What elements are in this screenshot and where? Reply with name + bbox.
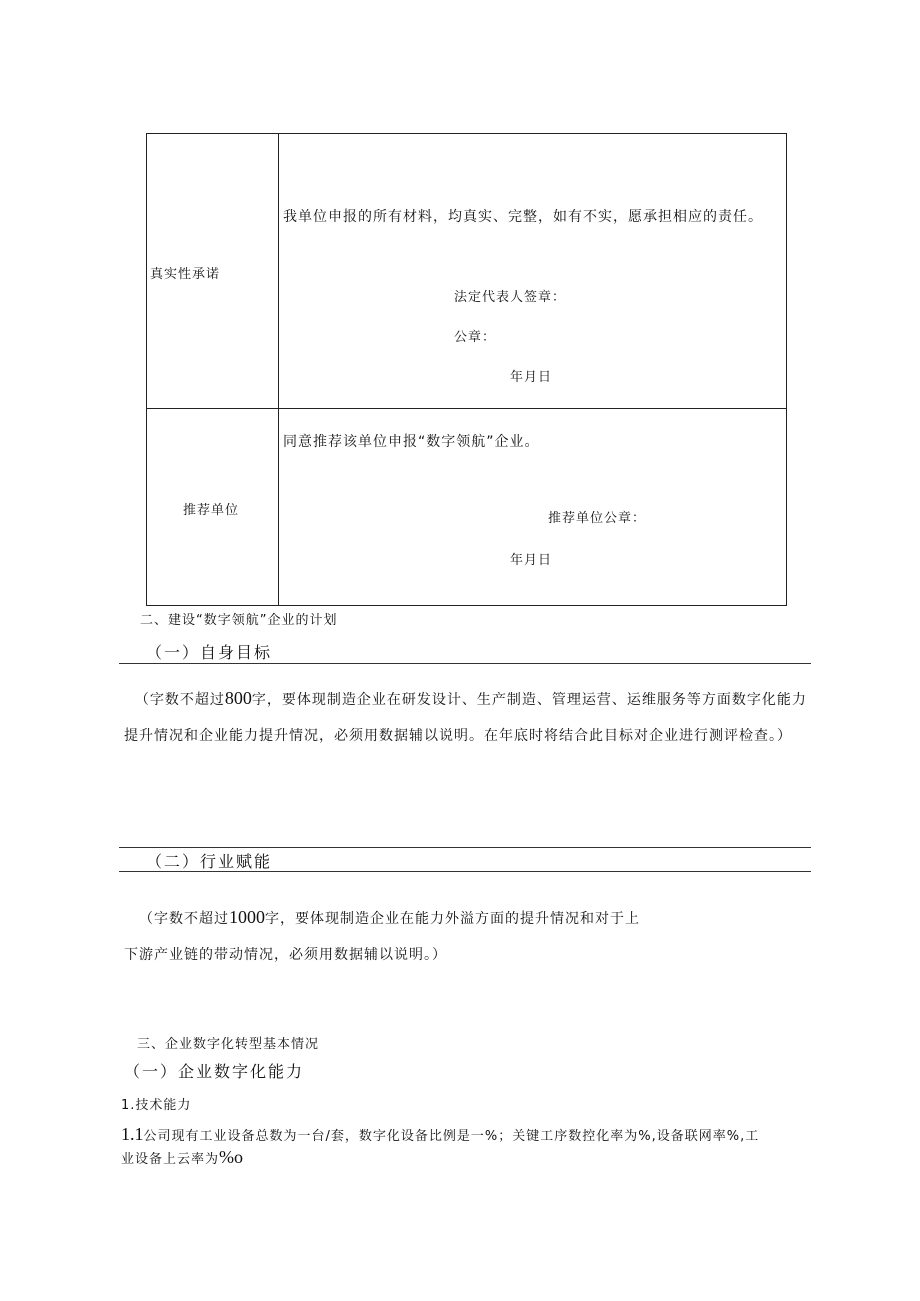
truthfulness-label: 真实性承诺: [150, 267, 221, 282]
section2-sub2-title: （二）行业赋能: [146, 852, 273, 871]
section2-title: 二、建设“数字领航”企业的计划: [140, 613, 338, 628]
section3-sub1-title: （一）企业数字化能力: [124, 1062, 305, 1081]
recommend-agree: 同意推荐该单位申报“数字领航”企业。: [283, 434, 540, 450]
item-technical-capability: 1.技术能力: [121, 1098, 192, 1113]
industry-enable-line2: 下游产业链的带动情况，必须用数据辅以说明。）: [124, 947, 447, 963]
divider-rule: [119, 663, 811, 664]
table-column-divider: [278, 134, 279, 605]
commitment-table: [146, 133, 787, 606]
section3-title: 三、企业数字化转型基本情况: [137, 1037, 320, 1052]
self-goal-instruction: （字数不超过800字，要体现制造企业在研发设计、生产制造、管理运营、运维服务等方面数字化能力提升情况和企业能力提升情况，必须用数据辅以说明。在年底时将结合此目标对企业进行测评检查。）: [124, 688, 807, 744]
recommend-date: 年月日: [510, 553, 553, 568]
legal-rep-signature: 法定代表人签章：: [454, 290, 567, 305]
industry-enable-line1: （字数不超过1000字，要体现制造企业在能力外溢方面的提升情况和对于上: [139, 907, 640, 927]
commitment-date: 年月日: [510, 370, 553, 385]
section2-sub1-title: （一）自身目标: [146, 643, 273, 662]
item-1-1-line2: 业设备上云率为%o: [121, 1147, 244, 1167]
recommender-label: 推荐单位: [183, 503, 240, 518]
truthfulness-promise: 我单位申报的所有材料，均真实、完整，如有不实，愿承担相应的责任。: [283, 209, 763, 225]
table-row-divider: [147, 408, 786, 409]
divider-rule: [119, 847, 811, 848]
company-seal: 公章：: [454, 330, 497, 345]
recommender-seal: 推荐单位公章：: [548, 511, 647, 526]
item-1-1-line1: 1.1公司现有工业设备总数为一台/套，数字化设备比例是一%；关键工序数控化率为%,设备联网率%,工: [121, 1124, 760, 1144]
divider-rule: [119, 871, 811, 872]
